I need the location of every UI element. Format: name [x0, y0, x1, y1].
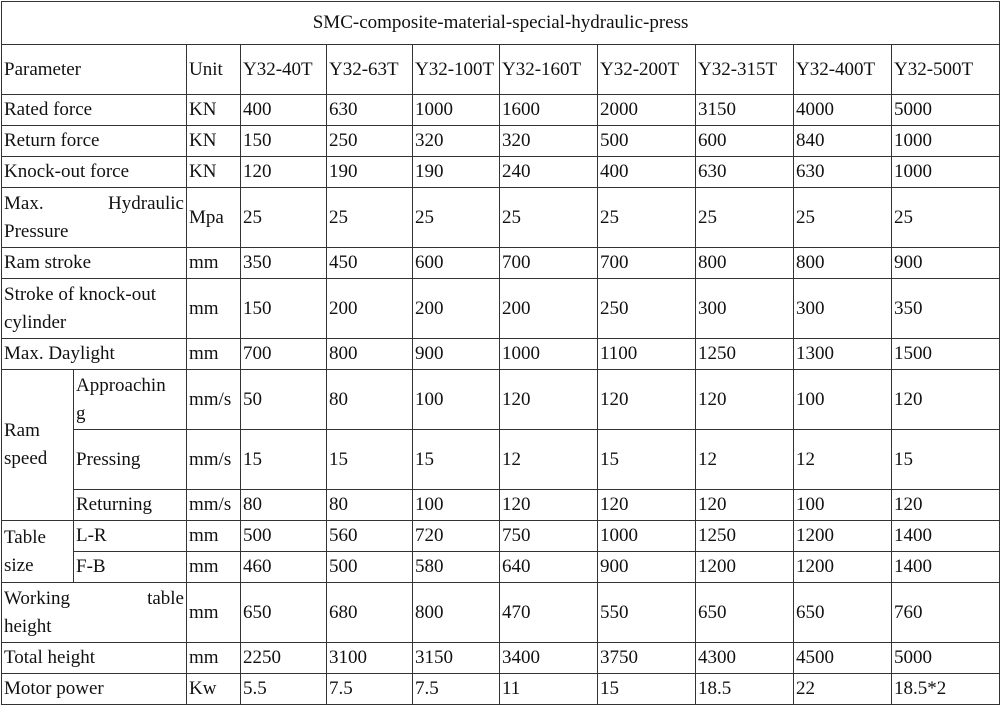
value-cell: 15 — [892, 430, 1000, 490]
value-cell: 25 — [500, 188, 598, 248]
value-cell: 80 — [241, 490, 327, 521]
value-cell: 1400 — [892, 521, 1000, 552]
value-cell: 1400 — [892, 552, 1000, 583]
unit-cell: mm/s — [187, 370, 241, 430]
value-cell: 18.5 — [696, 674, 794, 705]
value-cell: 240 — [500, 157, 598, 188]
value-cell: 1000 — [892, 157, 1000, 188]
table-row — [2, 95, 1000, 126]
unit-cell: mm — [187, 339, 241, 370]
value-cell: 100 — [794, 490, 892, 521]
value-cell: 1500 — [892, 339, 1000, 370]
value-cell: 25 — [327, 188, 413, 248]
value-cell: 200 — [327, 279, 413, 339]
value-cell: 350 — [241, 248, 327, 279]
header-model: Y32-100T — [413, 45, 500, 95]
value-cell: 15 — [598, 674, 696, 705]
table-row — [2, 490, 1000, 521]
value-cell: 500 — [241, 521, 327, 552]
value-cell: 580 — [413, 552, 500, 583]
value-cell: 800 — [794, 248, 892, 279]
value-cell: 100 — [413, 370, 500, 430]
value-cell: 80 — [327, 370, 413, 430]
value-cell: 150 — [241, 279, 327, 339]
value-cell: 1000 — [892, 126, 1000, 157]
value-cell: 2250 — [241, 643, 327, 674]
value-cell: 700 — [598, 248, 696, 279]
unit-cell: KN — [187, 126, 241, 157]
label-part: height — [4, 615, 52, 637]
value-cell: 15 — [241, 430, 327, 490]
value-cell: 4300 — [696, 643, 794, 674]
table-row — [2, 521, 1000, 552]
value-cell: 300 — [696, 279, 794, 339]
value-cell: 560 — [327, 521, 413, 552]
sub-label: Returning — [74, 490, 187, 521]
value-cell: 500 — [598, 126, 696, 157]
value-cell: 1200 — [794, 552, 892, 583]
value-cell: 25 — [696, 188, 794, 248]
sub-label — [74, 370, 187, 430]
unit-cell: Kw — [187, 674, 241, 705]
value-cell: 3400 — [500, 643, 598, 674]
value-cell: 25 — [413, 188, 500, 248]
group-label — [2, 370, 74, 521]
value-cell: 800 — [327, 339, 413, 370]
value-cell: 900 — [413, 339, 500, 370]
header-model: Y32-63T — [327, 45, 413, 95]
value-cell: 120 — [598, 490, 696, 521]
value-cell: 1250 — [696, 521, 794, 552]
value-cell: 630 — [794, 157, 892, 188]
value-cell: 400 — [241, 95, 327, 126]
unit-cell: mm — [187, 248, 241, 279]
unit-cell: KN — [187, 95, 241, 126]
value-cell: 120 — [892, 370, 1000, 430]
table-row — [2, 248, 1000, 279]
unit-cell: KN — [187, 157, 241, 188]
value-cell: 190 — [327, 157, 413, 188]
table-row — [2, 126, 1000, 157]
value-cell: 700 — [500, 248, 598, 279]
value-cell: 320 — [413, 126, 500, 157]
label-part: Max. — [4, 192, 44, 214]
value-cell: 150 — [241, 126, 327, 157]
value-cell: 4000 — [794, 95, 892, 126]
value-cell: 300 — [794, 279, 892, 339]
value-cell: 3150 — [413, 643, 500, 674]
table-row — [2, 583, 1000, 643]
sub-label: L-R — [74, 521, 187, 552]
value-cell: 4500 — [794, 643, 892, 674]
value-cell: 350 — [892, 279, 1000, 339]
value-cell: 630 — [696, 157, 794, 188]
table-row — [2, 279, 1000, 339]
value-cell: 50 — [241, 370, 327, 430]
row-label: Ram stroke — [2, 248, 187, 279]
label-part: size — [4, 554, 34, 576]
label-part: Stroke of knock-out — [4, 283, 156, 305]
value-cell: 1300 — [794, 339, 892, 370]
value-cell: 1000 — [413, 95, 500, 126]
value-cell: 120 — [696, 370, 794, 430]
sub-label: Pressing — [74, 430, 187, 490]
label-part: Approachin — [76, 374, 166, 396]
value-cell: 100 — [794, 370, 892, 430]
sub-label: F-B — [74, 552, 187, 583]
value-cell: 25 — [794, 188, 892, 248]
value-cell: 900 — [892, 248, 1000, 279]
table-row — [2, 643, 1000, 674]
value-cell: 1200 — [696, 552, 794, 583]
value-cell: 840 — [794, 126, 892, 157]
table-title: SMC-composite-material-special-hydraulic-press — [2, 2, 1000, 45]
value-cell: 320 — [500, 126, 598, 157]
row-label: Total height — [2, 643, 187, 674]
header-parameter: Parameter — [2, 45, 187, 95]
value-cell: 120 — [500, 370, 598, 430]
row-label — [2, 583, 187, 643]
label-part: Working — [4, 587, 71, 609]
value-cell: 800 — [696, 248, 794, 279]
value-cell: 120 — [500, 490, 598, 521]
value-cell: 15 — [327, 430, 413, 490]
value-cell: 12 — [696, 430, 794, 490]
header-model: Y32-40T — [241, 45, 327, 95]
value-cell: 5.5 — [241, 674, 327, 705]
value-cell: 650 — [696, 583, 794, 643]
value-cell: 650 — [794, 583, 892, 643]
value-cell: 2000 — [598, 95, 696, 126]
label-part: Hydraulic — [108, 192, 184, 214]
value-cell: 5000 — [892, 95, 1000, 126]
value-cell: 1600 — [500, 95, 598, 126]
value-cell: 25 — [241, 188, 327, 248]
value-cell: 15 — [598, 430, 696, 490]
row-label — [2, 188, 187, 248]
value-cell: 630 — [327, 95, 413, 126]
header-model: Y32-500T — [892, 45, 1000, 95]
value-cell: 25 — [892, 188, 1000, 248]
value-cell: 22 — [794, 674, 892, 705]
value-cell: 1100 — [598, 339, 696, 370]
label-part: Pressure — [4, 220, 69, 242]
value-cell: 3150 — [696, 95, 794, 126]
value-cell: 800 — [413, 583, 500, 643]
value-cell: 650 — [241, 583, 327, 643]
header-model: Y32-400T — [794, 45, 892, 95]
value-cell: 18.5*2 — [892, 674, 1000, 705]
value-cell: 5000 — [892, 643, 1000, 674]
table-row — [2, 339, 1000, 370]
value-cell: 200 — [413, 279, 500, 339]
value-cell: 600 — [413, 248, 500, 279]
value-cell: 460 — [241, 552, 327, 583]
table-row — [2, 370, 1000, 430]
spec-table — [1, 1, 1000, 705]
value-cell: 250 — [598, 279, 696, 339]
value-cell: 7.5 — [413, 674, 500, 705]
value-cell: 3100 — [327, 643, 413, 674]
header-model: Y32-200T — [598, 45, 696, 95]
value-cell: 640 — [500, 552, 598, 583]
unit-cell: mm — [187, 552, 241, 583]
value-cell: 200 — [500, 279, 598, 339]
value-cell: 720 — [413, 521, 500, 552]
value-cell: 120 — [892, 490, 1000, 521]
value-cell: 120 — [241, 157, 327, 188]
header-model: Y32-315T — [696, 45, 794, 95]
value-cell: 450 — [327, 248, 413, 279]
header-model: Y32-160T — [500, 45, 598, 95]
table-row — [2, 674, 1000, 705]
label-part: g — [76, 402, 86, 424]
value-cell: 25 — [598, 188, 696, 248]
value-cell: 600 — [696, 126, 794, 157]
value-cell: 120 — [696, 490, 794, 521]
value-cell: 250 — [327, 126, 413, 157]
header-unit: Unit — [187, 45, 241, 95]
value-cell: 900 — [598, 552, 696, 583]
unit-cell: mm — [187, 583, 241, 643]
value-cell: 190 — [413, 157, 500, 188]
value-cell: 750 — [500, 521, 598, 552]
table-row — [2, 188, 1000, 248]
value-cell: 1000 — [500, 339, 598, 370]
value-cell: 500 — [327, 552, 413, 583]
value-cell: 12 — [500, 430, 598, 490]
label-part: Ram — [4, 420, 40, 441]
value-cell: 550 — [598, 583, 696, 643]
label-part: Table — [4, 526, 46, 548]
value-cell: 470 — [500, 583, 598, 643]
row-label: Max. Daylight — [2, 339, 187, 370]
unit-cell: mm — [187, 279, 241, 339]
table-row — [2, 45, 1000, 95]
table-row — [2, 157, 1000, 188]
table-row — [2, 430, 1000, 490]
group-label — [2, 521, 74, 583]
value-cell: 12 — [794, 430, 892, 490]
table-row — [2, 552, 1000, 583]
row-label — [2, 279, 187, 339]
value-cell: 7.5 — [327, 674, 413, 705]
label-part: cylinder — [4, 311, 67, 333]
row-label: Rated force — [2, 95, 187, 126]
value-cell: 1200 — [794, 521, 892, 552]
value-cell: 1250 — [696, 339, 794, 370]
value-cell: 15 — [413, 430, 500, 490]
unit-cell: mm/s — [187, 430, 241, 490]
value-cell: 3750 — [598, 643, 696, 674]
value-cell: 680 — [327, 583, 413, 643]
value-cell: 400 — [598, 157, 696, 188]
unit-cell: mm — [187, 521, 241, 552]
value-cell: 120 — [598, 370, 696, 430]
unit-cell: Mpa — [187, 188, 241, 248]
label-part: table — [147, 587, 184, 609]
value-cell: 760 — [892, 583, 1000, 643]
value-cell: 700 — [241, 339, 327, 370]
unit-cell: mm/s — [187, 490, 241, 521]
value-cell: 80 — [327, 490, 413, 521]
unit-cell: mm — [187, 643, 241, 674]
label-part: speed — [4, 448, 48, 469]
row-label: Return force — [2, 126, 187, 157]
row-label: Knock-out force — [2, 157, 187, 188]
row-label: Motor power — [2, 674, 187, 705]
value-cell: 1000 — [598, 521, 696, 552]
value-cell: 11 — [500, 674, 598, 705]
value-cell: 100 — [413, 490, 500, 521]
